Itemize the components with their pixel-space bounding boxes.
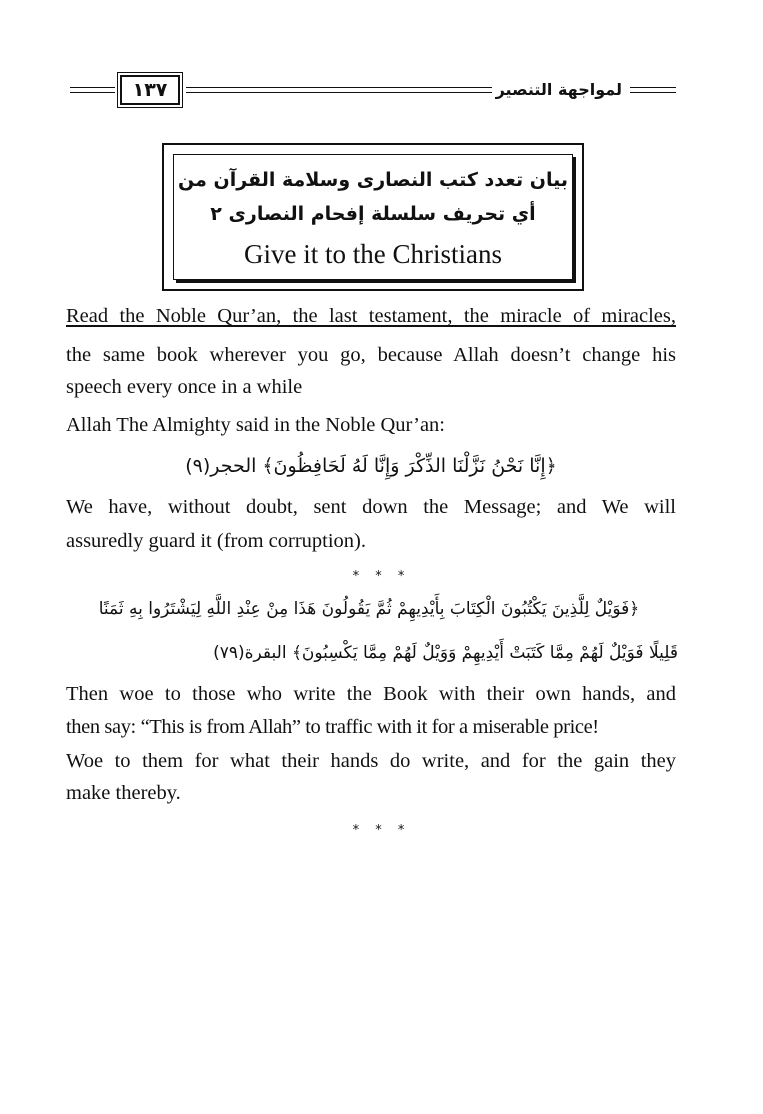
translation-2-line-1: Then woe to those who write the Book with their own hands, and xyxy=(66,683,676,705)
verse-2-arabic-line-2: قَلِيلًا فَوَيْلٌ لَهُمْ مِمَّا كَتَبَتْ أَيْدِيهِمْ وَوَيْلٌ لَهُمْ مِمَّا يَكْسِبُونَ﴾ البقرة(٧٩) xyxy=(213,643,678,663)
verse-2-arabic-line-1: ﴿فَوَيْلٌ لِلَّذِينَ يَكْتُبُونَ الْكِتَابَ بِأَيْدِيهِمْ ثُمَّ يَقُولُونَ هَذَا مِنْ عِنْدِ اللَّهِ لِيَشْتَرُوا بِهِ ثَمَنًا xyxy=(98,599,640,619)
paragraph-1-line-1 xyxy=(66,305,676,328)
header-rule-middle-top xyxy=(186,87,492,88)
translation-2-line-3: Woe to them for what their hands do write, and for the gain they xyxy=(66,750,676,772)
paragraph-1-line-1-text: Read the Noble Qur’an, the last testament, the miracle of miracles, xyxy=(66,305,676,327)
header-rule-right-top xyxy=(630,87,676,88)
header-rule-left-bottom xyxy=(70,92,115,93)
header-rule-right-bottom xyxy=(630,92,676,93)
separator-1: * * * xyxy=(352,569,411,584)
translation-2-line-2: then say: “This is from Allah” to traffic with it for a miserable price! xyxy=(66,716,599,738)
page-number: ١٣٧ xyxy=(120,75,180,105)
translation-1-line-2: assuredly guard it (from corruption). xyxy=(66,530,367,552)
verse-1-arabic: ﴿إِنَّا نَحْنُ نَزَّلْنَا الذِّكْرَ وَإِنَّا لَهُ لَحَافِظُونَ﴾ الحجر(٩) xyxy=(185,455,557,477)
title-box-inner xyxy=(173,154,573,280)
paragraph-1-line-3: speech every once in a while xyxy=(66,376,303,398)
translation-1-line-1: We have, without doubt, sent down the Message; and We will xyxy=(66,496,676,518)
header-rule-middle-bottom xyxy=(186,92,492,93)
running-title: لمواجهة التنصير xyxy=(495,80,622,99)
header-rule-left-top xyxy=(70,87,115,88)
title-box xyxy=(162,143,584,291)
title-arabic-line-2: أي تحريف سلسلة إفحام النصارى ٢ xyxy=(210,203,536,225)
paragraph-2: Allah The Almighty said in the Noble Qur’an: xyxy=(66,414,445,436)
title-arabic-line-1: بيان تعدد كتب النصارى وسلامة القرآن من xyxy=(178,169,568,191)
title-english: Give it to the Christians xyxy=(244,239,502,269)
separator-2: * * * xyxy=(352,823,411,838)
paragraph-1-line-2: the same book wherever you go, because Allah doesn’t change his xyxy=(66,344,676,366)
translation-2-line-4: make thereby. xyxy=(66,782,181,804)
